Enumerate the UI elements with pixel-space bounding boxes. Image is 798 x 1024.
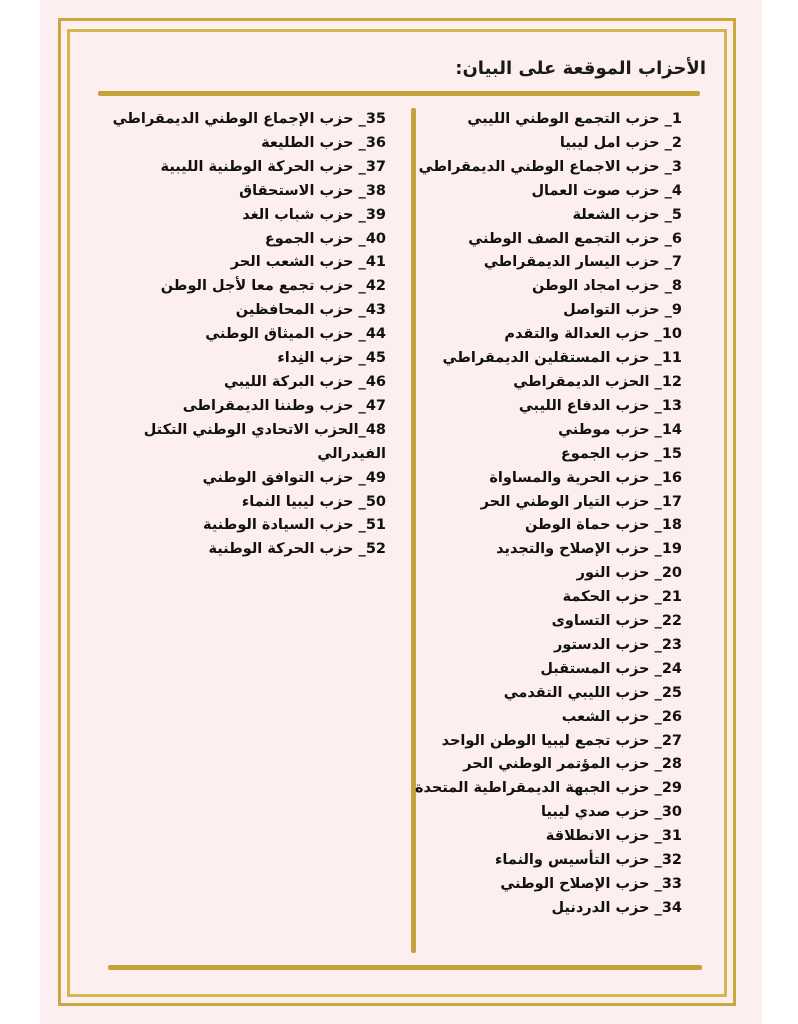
list-item: 7_ حزب اليسار الديمقراطي	[483, 254, 682, 271]
list-item: 10_ حزب العدالة والتقدم	[504, 326, 682, 343]
list-item: 23_ حزب الدستور	[554, 636, 682, 653]
list-item: 49_ حزب التوافق الوطني	[202, 469, 386, 486]
list-item: 33_ حزب الإصلاح الوطني	[500, 876, 682, 892]
list-item: 1_ حزب التجمع الوطني الليبي	[467, 111, 682, 127]
list-item: 31_ حزب الانطلاقة	[545, 828, 682, 845]
bottom-gold-rule	[108, 965, 702, 970]
list-item: 40_ حزب الجموع	[264, 230, 386, 247]
list-item: 38_ حزب الاستحقاق	[239, 182, 386, 199]
list-item: 15_ حزب الجموع	[560, 445, 682, 462]
list-item: 41_ حزب الشعب الحر	[230, 254, 386, 271]
list-item: 32_ حزب التأسيس والنماء	[494, 852, 682, 869]
list-item: 5_ حزب الشعلة	[572, 206, 682, 223]
list-item: 6_ حزب التجمع الصف الوطني	[468, 230, 682, 247]
list-item: 29_ حزب الجبهة الديمقراطية المتحدة	[414, 780, 682, 797]
list-item: 35_ حزب الإجماع الوطني الديمقراطي	[112, 111, 386, 127]
list-item: 48_الحزب الاتحادي الوطني التكتل الفيدرالي	[143, 421, 386, 462]
list-item: 36_ حزب الطليعة	[261, 134, 386, 151]
list-item: 18_ حزب حماة الوطن	[524, 517, 682, 534]
list-item: 12_ الحزب الديمقراطي	[513, 373, 682, 390]
list-item: 30_ حزب صدي ليبيا	[541, 804, 682, 821]
list-item: 46_ حزب البركة الليبي	[223, 373, 386, 390]
list-item: 21_ حزب الحكمة	[562, 589, 682, 606]
list-item: 11_ حزب المستقلين الديمقراطي	[442, 350, 682, 367]
list-item: 20_ حزب النور	[576, 565, 682, 582]
list-item: 42_ حزب تجمع معا لأجل الوطن	[160, 278, 386, 295]
list-item: 16_ حزب الحرية والمساواة	[489, 469, 682, 486]
list-item: 37_ حزب الحركة الوطنية الليبية	[160, 158, 386, 175]
list-item: 28_ حزب المؤتمر الوطني الحر	[463, 756, 682, 773]
list-item: 22_ حزب التساوى	[551, 613, 682, 630]
list-item: 44_ حزب الميثاق الوطني	[205, 326, 386, 343]
list-item: 50_ حزب ليبيا النماء	[241, 493, 386, 510]
list-item: 39_ حزب شباب الغد	[242, 206, 386, 223]
list-heading: الأحزاب الموقعة على البيان:	[455, 58, 706, 79]
list-item: 17_ حزب التيار الوطني الحر	[480, 493, 682, 510]
list-item: 26_ حزب الشعب	[561, 708, 682, 725]
list-item: 43_ حزب المحافظين	[235, 302, 386, 319]
list-item: 47_ حزب وطننا الديمقراطى	[182, 397, 386, 414]
list-item: 24_ حزب المستقبل	[540, 660, 682, 677]
parties-list-right	[402, 108, 682, 921]
list-item: 13_ حزب الدفاع الليبي	[518, 397, 682, 414]
list-item: 52_ حزب الحركة الوطنية	[208, 541, 386, 558]
list-item: 2_ حزب امل ليبيا	[559, 134, 682, 151]
list-item: 34_ حزب الدردنيل	[551, 899, 682, 916]
list-item: 4_ حزب صوت العمال	[531, 182, 682, 199]
list-item: 45_ حزب النِداء	[277, 350, 386, 367]
list-item: 3_ حزب الاجماع الوطني الديمقراطي	[418, 158, 682, 175]
list-item: 19_ حزب الإصلاح والتجديد	[496, 541, 682, 558]
parties-list-left	[86, 108, 386, 562]
list-item: 27_ حزب تجمع ليبيا الوطن الواحد	[441, 732, 682, 749]
list-item: 51_ حزب السيادة الوطنية	[203, 517, 386, 534]
list-item: 8_ حزب امجاد الوطن	[531, 278, 682, 295]
list-item: 25_ حزب الليبي التقدمي	[503, 684, 682, 701]
list-item: 9_ حزب التواصل	[563, 302, 682, 319]
list-item: 14_ حزب موطني	[558, 421, 682, 438]
top-gold-rule	[98, 91, 700, 96]
